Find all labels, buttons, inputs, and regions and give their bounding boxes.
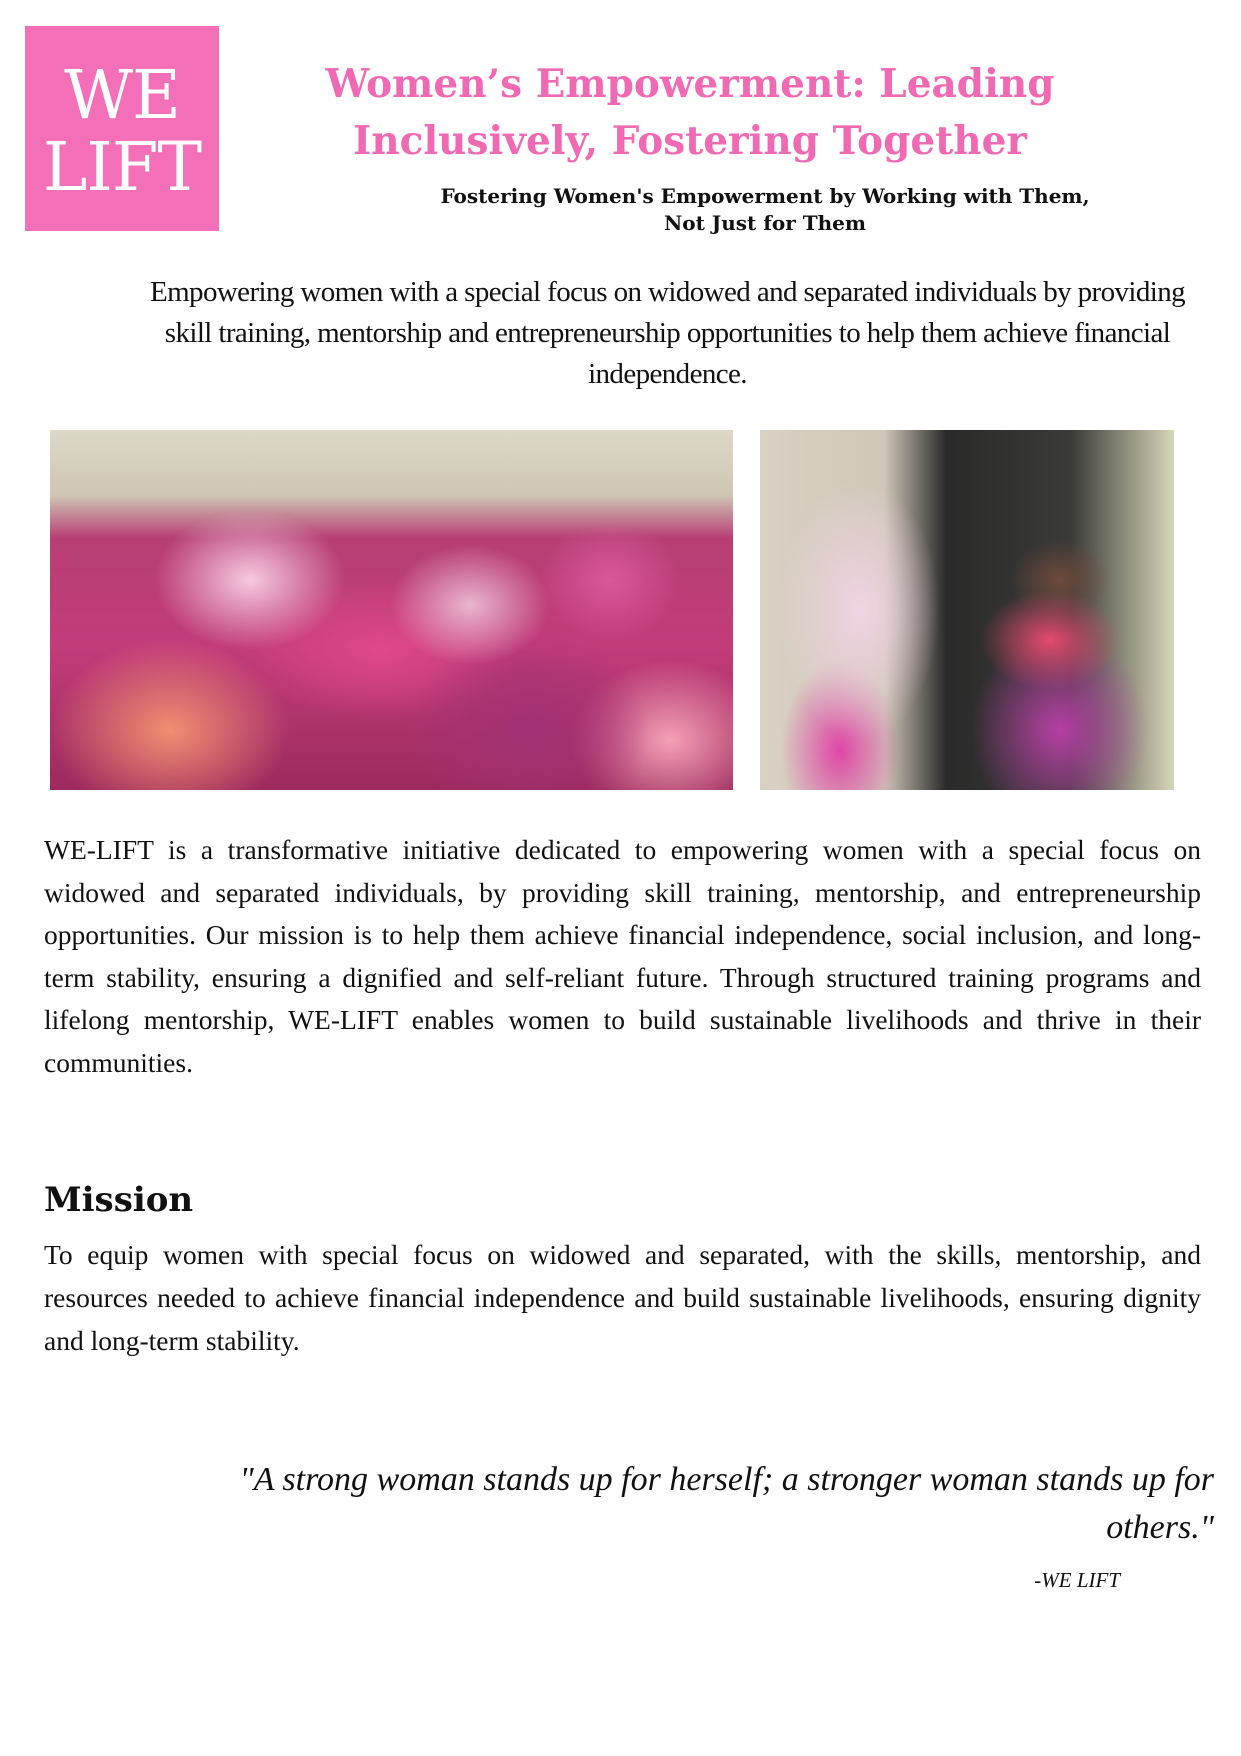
subtitle-line-1: Fostering Women's Empowerment by Working with Them, <box>440 184 1090 208</box>
quote-text: "A strong woman stands up for herself; a stronger woman stands up for others." <box>239 1461 1214 1546</box>
subtitle-line-2: Not Just for Them <box>663 211 867 235</box>
intro-statement: Empowering women with a special focus on widowed and separated individuals by providing skill training, mentorship and entrepreneurship opportunities to help them achieve financial independence. <box>149 276 1186 390</box>
page-subtitle <box>405 183 1125 237</box>
about-paragraph: WE-LIFT is a transformative initiative dedicated to empowering women with a special focus on widowed and separated individuals, by providing skill training, mentorship, and entrepreneurship opportunities. Our mission is to help them achieve financial independence, social inclusion, and long-term stability, ensuring a dignified and self-reliant future. Through structured training programs and lifelong mentorship, WE-LIFT enables women to build sustainable livelihoods and thrive in their communities. <box>44 834 1201 1078</box>
makeup-training-photo <box>760 430 1174 790</box>
quote-attribution: -WE LIFT <box>1034 1568 1120 1592</box>
we-lift-logo <box>25 26 219 231</box>
page-title: Women’s Empowerment: Leading Inclusively, Fostering Together <box>325 61 1055 164</box>
logo-line-we: WE <box>64 56 180 134</box>
logo-line-lift: LIFT <box>42 128 202 206</box>
mission-heading: Mission <box>44 1180 194 1220</box>
group-session-photo <box>50 430 733 790</box>
mission-text: To equip women with special focus on widowed and separated, with the skills, mentorship, and resources needed to achieve financial independence and build sustainable livelihoods, ensuring dignity and long-term stability. <box>44 1239 1201 1356</box>
